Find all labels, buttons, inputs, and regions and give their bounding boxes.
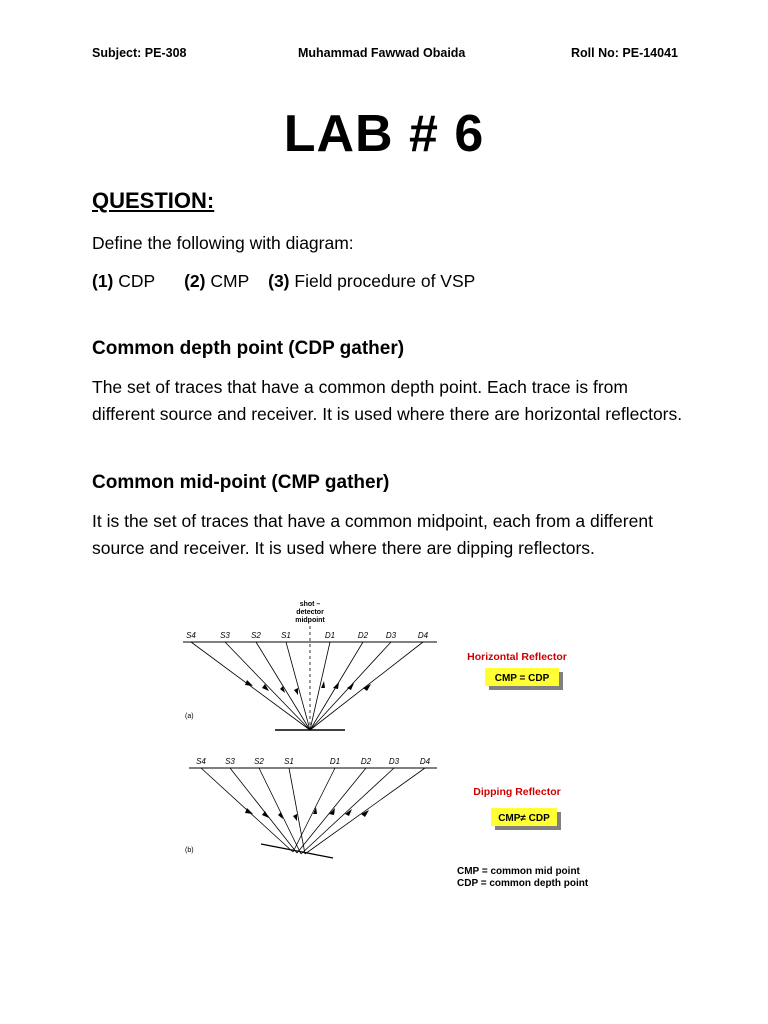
- source-s2-a: S2: [251, 631, 261, 640]
- item-1-label: CDP: [118, 271, 156, 291]
- source-s1-a: S1: [281, 631, 291, 640]
- header-roll-number: Roll No: PE-14041: [571, 46, 678, 60]
- cdp-text: The set of traces that have a common depth point. Each trace is from different source and receiver. It is used where there are horizontal reflectors.: [92, 377, 683, 424]
- item-1-number: (1): [92, 271, 114, 291]
- question-items: [92, 268, 692, 295]
- detector-d3-b: D3: [388, 757, 400, 766]
- horizontal-reflector-title: Horizontal Reflector: [467, 651, 567, 663]
- detector-d1-b: D1: [329, 757, 341, 766]
- panel-b-label: (b): [185, 847, 194, 854]
- dipping-reflector-title: Dipping Reflector: [473, 786, 561, 798]
- cmp-text: It is the set of traces that have a common midpoint, each from a different source and receiver. It is used where there are dipping reflectors.: [92, 511, 653, 558]
- panel-a-rays: [183, 626, 437, 730]
- panel-a-label: (a): [185, 713, 194, 720]
- cmp-heading: Common mid-point (CMP gather): [92, 472, 390, 493]
- detector-d4-a: D4: [417, 631, 429, 640]
- cdp-heading: Common depth point (CDP gather): [92, 338, 405, 359]
- header-subject: Subject: PE-308: [92, 46, 187, 60]
- source-s3-a: S3: [220, 631, 230, 640]
- cmp-cdp-diagram: [175, 596, 615, 896]
- source-s4-a: S4: [186, 631, 196, 640]
- item-2-number: (2): [184, 271, 206, 291]
- source-s4-b: S4: [196, 757, 206, 766]
- detector-d2-a: D2: [357, 631, 369, 640]
- item-3-number: (3): [268, 271, 290, 291]
- detector-d2-b: D2: [360, 757, 372, 766]
- horizontal-box-text: CMP = CDP: [494, 673, 550, 684]
- page-header: [92, 46, 678, 66]
- header-author-name: Muhammad Fawwad Obaida: [298, 46, 466, 60]
- question-text: Define the following with diagram:: [92, 233, 354, 253]
- item-3-label: Field procedure of VSP: [294, 271, 476, 291]
- item-2-label: CMP: [210, 271, 250, 291]
- source-s1-b: S1: [284, 757, 294, 766]
- question-heading: QUESTION:: [92, 188, 215, 213]
- legend-cmp: CMP = common mid point: [457, 866, 580, 877]
- source-s3-b: S3: [225, 757, 235, 766]
- midpoint-label-line1: shot –: [299, 601, 321, 608]
- detector-d3-a: D3: [385, 631, 397, 640]
- page-title: LAB # 6: [283, 105, 485, 163]
- detector-d4-b: D4: [419, 757, 431, 766]
- midpoint-label-line2: detector: [296, 609, 324, 616]
- panel-b-rays: [189, 768, 437, 858]
- detector-d1-a: D1: [324, 631, 336, 640]
- midpoint-label-line3: midpoint: [295, 617, 325, 624]
- legend-cdp: CDP = common depth point: [457, 878, 589, 889]
- dipping-box-text: CMP≠ CDP: [498, 813, 550, 824]
- source-s2-b: S2: [254, 757, 264, 766]
